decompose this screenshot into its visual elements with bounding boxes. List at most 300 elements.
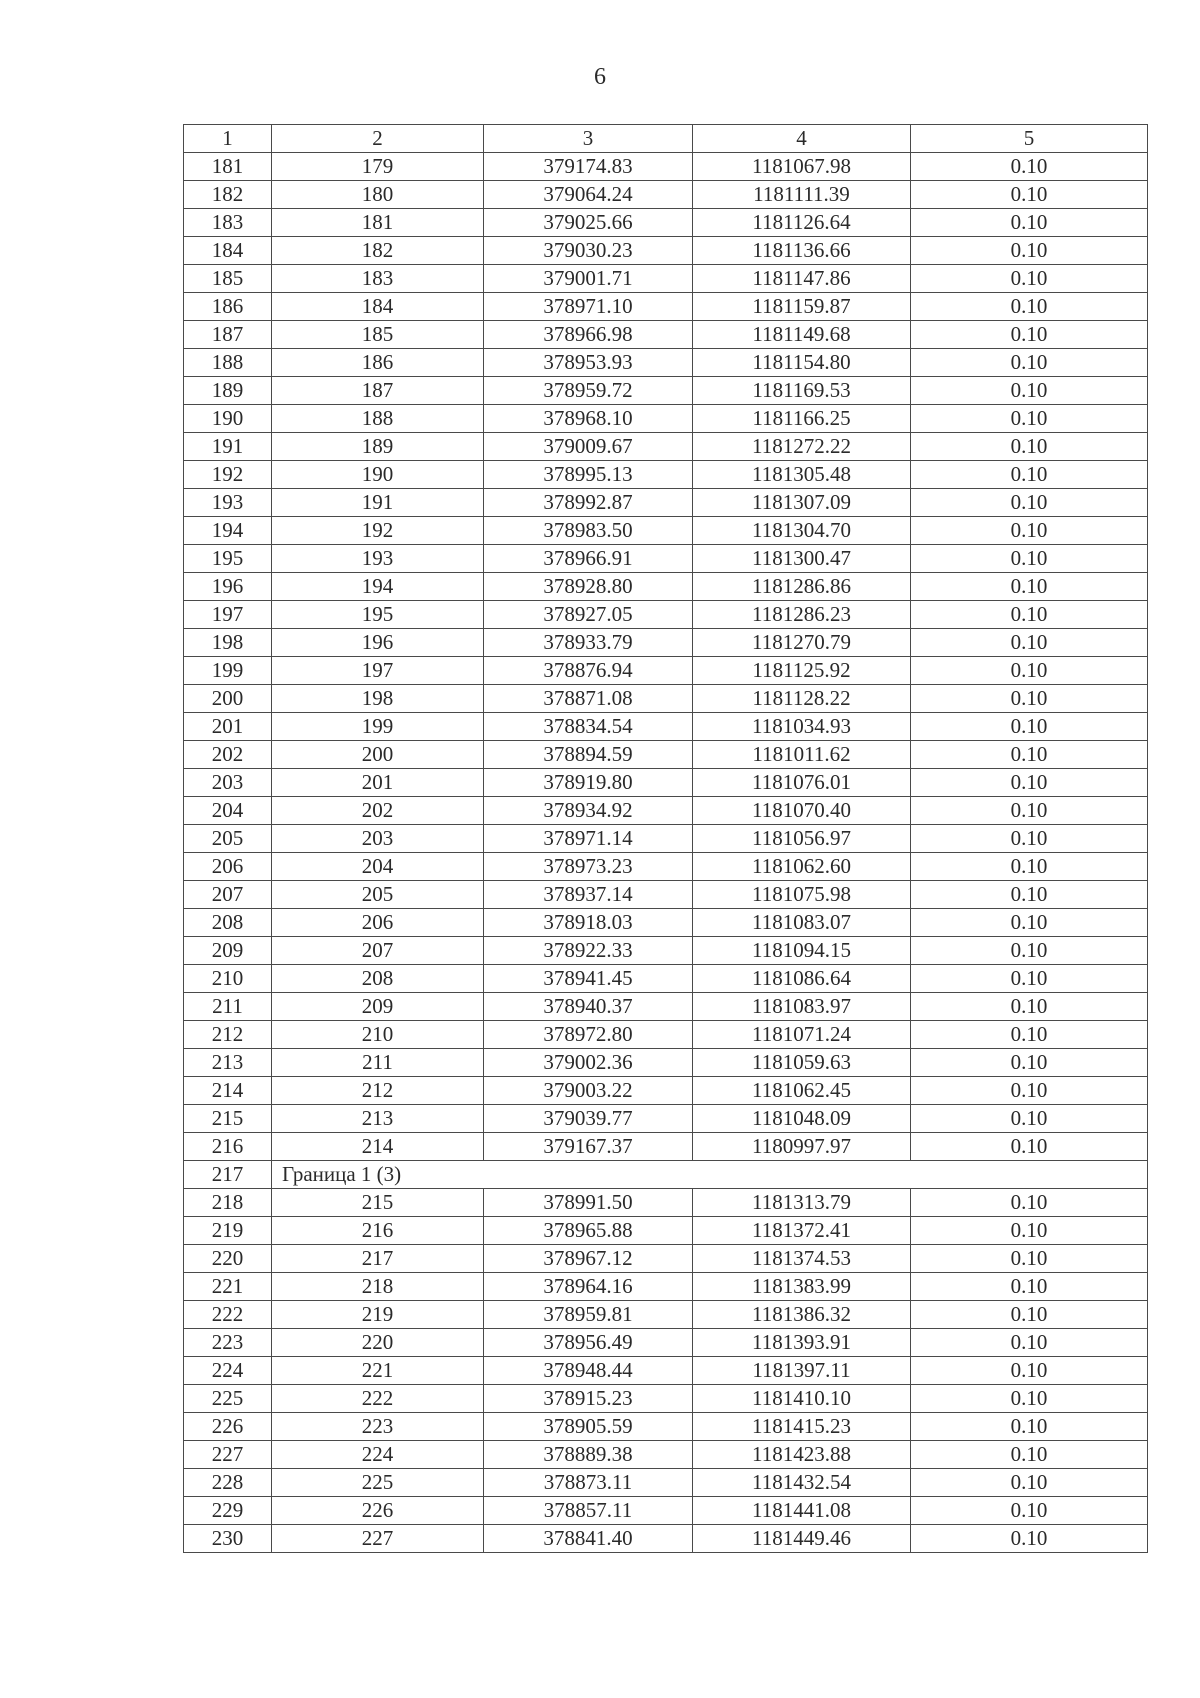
row-number-cell: 215 (184, 1105, 272, 1133)
y-coordinate-cell: 1181154.80 (693, 349, 911, 377)
table-row (184, 965, 1148, 993)
table-row (184, 629, 1148, 657)
point-number-cell: 198 (272, 685, 484, 713)
table-row (184, 1469, 1148, 1497)
point-number-cell: 192 (272, 517, 484, 545)
point-number-cell: 210 (272, 1021, 484, 1049)
table-row (184, 1273, 1148, 1301)
row-number-cell: 207 (184, 881, 272, 909)
accuracy-cell: 0.10 (911, 1497, 1148, 1525)
header-row (184, 125, 1148, 153)
point-number-cell: 195 (272, 601, 484, 629)
table-row (184, 181, 1148, 209)
x-coordinate-cell: 379001.71 (484, 265, 693, 293)
x-coordinate-cell: 378968.10 (484, 405, 693, 433)
x-coordinate-cell: 379039.77 (484, 1105, 693, 1133)
accuracy-cell: 0.10 (911, 489, 1148, 517)
table-row (184, 1021, 1148, 1049)
y-coordinate-cell: 1181083.07 (693, 909, 911, 937)
y-coordinate-cell: 1181449.46 (693, 1525, 911, 1553)
row-number-cell: 182 (184, 181, 272, 209)
table-row (184, 153, 1148, 181)
table-row (184, 1385, 1148, 1413)
x-coordinate-cell: 379030.23 (484, 237, 693, 265)
row-number-cell: 194 (184, 517, 272, 545)
point-number-cell: 205 (272, 881, 484, 909)
table-row (184, 601, 1148, 629)
table-row (184, 1133, 1148, 1161)
table-row (184, 1077, 1148, 1105)
table-row (184, 293, 1148, 321)
x-coordinate-cell: 378953.93 (484, 349, 693, 377)
y-coordinate-cell: 1181415.23 (693, 1413, 911, 1441)
y-coordinate-cell: 1181125.92 (693, 657, 911, 685)
y-coordinate-cell: 1180997.97 (693, 1133, 911, 1161)
row-number-cell: 220 (184, 1245, 272, 1273)
x-coordinate-cell: 378834.54 (484, 713, 693, 741)
table-row (184, 741, 1148, 769)
accuracy-cell: 0.10 (911, 965, 1148, 993)
y-coordinate-cell: 1181059.63 (693, 1049, 911, 1077)
y-coordinate-cell: 1181304.70 (693, 517, 911, 545)
x-coordinate-cell: 378959.72 (484, 377, 693, 405)
point-number-cell: 220 (272, 1329, 484, 1357)
x-coordinate-cell: 379009.67 (484, 433, 693, 461)
point-number-cell: 197 (272, 657, 484, 685)
y-coordinate-cell: 1181067.98 (693, 153, 911, 181)
y-coordinate-cell: 1181423.88 (693, 1441, 911, 1469)
accuracy-cell: 0.10 (911, 265, 1148, 293)
point-number-cell: 226 (272, 1497, 484, 1525)
accuracy-cell: 0.10 (911, 741, 1148, 769)
point-number-cell: 224 (272, 1441, 484, 1469)
coordinates-table (183, 124, 1148, 1553)
x-coordinate-cell: 378971.14 (484, 825, 693, 853)
point-number-cell: 215 (272, 1189, 484, 1217)
table-row (184, 1357, 1148, 1385)
table-row (184, 1525, 1148, 1553)
row-number-cell: 206 (184, 853, 272, 881)
x-coordinate-cell: 378841.40 (484, 1525, 693, 1553)
y-coordinate-cell: 1181147.86 (693, 265, 911, 293)
accuracy-cell: 0.10 (911, 405, 1148, 433)
row-number-cell: 188 (184, 349, 272, 377)
column-header: 4 (693, 125, 911, 153)
accuracy-cell: 0.10 (911, 769, 1148, 797)
table-row (184, 545, 1148, 573)
accuracy-cell: 0.10 (911, 937, 1148, 965)
accuracy-cell: 0.10 (911, 1049, 1148, 1077)
y-coordinate-cell: 1181128.22 (693, 685, 911, 713)
table-row (184, 321, 1148, 349)
table-row (184, 1497, 1148, 1525)
row-number-cell: 189 (184, 377, 272, 405)
accuracy-cell: 0.10 (911, 1525, 1148, 1553)
row-number-cell: 195 (184, 545, 272, 573)
table-row (184, 1217, 1148, 1245)
accuracy-cell: 0.10 (911, 1413, 1148, 1441)
table-row (184, 797, 1148, 825)
y-coordinate-cell: 1181372.41 (693, 1217, 911, 1245)
accuracy-cell: 0.10 (911, 1245, 1148, 1273)
y-coordinate-cell: 1181397.11 (693, 1357, 911, 1385)
point-number-cell: 213 (272, 1105, 484, 1133)
row-number-cell: 216 (184, 1133, 272, 1161)
row-number-cell: 214 (184, 1077, 272, 1105)
x-coordinate-cell: 379002.36 (484, 1049, 693, 1077)
y-coordinate-cell: 1181272.22 (693, 433, 911, 461)
y-coordinate-cell: 1181383.99 (693, 1273, 911, 1301)
point-number-cell: 223 (272, 1413, 484, 1441)
y-coordinate-cell: 1181071.24 (693, 1021, 911, 1049)
table-row (184, 489, 1148, 517)
point-number-cell: 199 (272, 713, 484, 741)
x-coordinate-cell: 379025.66 (484, 209, 693, 237)
row-number-cell: 209 (184, 937, 272, 965)
table-row (184, 377, 1148, 405)
point-number-cell: 212 (272, 1077, 484, 1105)
row-number-cell: 229 (184, 1497, 272, 1525)
x-coordinate-cell: 378973.23 (484, 853, 693, 881)
row-number-cell: 193 (184, 489, 272, 517)
accuracy-cell: 0.10 (911, 1021, 1148, 1049)
row-number-cell: 191 (184, 433, 272, 461)
accuracy-cell: 0.10 (911, 1273, 1148, 1301)
x-coordinate-cell: 378966.98 (484, 321, 693, 349)
table-row (184, 433, 1148, 461)
x-coordinate-cell: 379003.22 (484, 1077, 693, 1105)
row-number-cell: 218 (184, 1189, 272, 1217)
table-row (184, 1049, 1148, 1077)
row-number-cell: 196 (184, 573, 272, 601)
point-number-cell: 194 (272, 573, 484, 601)
column-header: 1 (184, 125, 272, 153)
accuracy-cell: 0.10 (911, 1441, 1148, 1469)
point-number-cell: 219 (272, 1301, 484, 1329)
x-coordinate-cell: 378871.08 (484, 685, 693, 713)
x-coordinate-cell: 378876.94 (484, 657, 693, 685)
table-row (184, 1301, 1148, 1329)
accuracy-cell: 0.10 (911, 1357, 1148, 1385)
y-coordinate-cell: 1181062.60 (693, 853, 911, 881)
y-coordinate-cell: 1181393.91 (693, 1329, 911, 1357)
row-number-cell: 213 (184, 1049, 272, 1077)
accuracy-cell: 0.10 (911, 349, 1148, 377)
y-coordinate-cell: 1181075.98 (693, 881, 911, 909)
accuracy-cell: 0.10 (911, 1329, 1148, 1357)
row-number-cell: 187 (184, 321, 272, 349)
accuracy-cell: 0.10 (911, 377, 1148, 405)
row-number-cell: 205 (184, 825, 272, 853)
row-number-cell: 183 (184, 209, 272, 237)
y-coordinate-cell: 1181286.86 (693, 573, 911, 601)
table-row (184, 349, 1148, 377)
table-row (184, 461, 1148, 489)
x-coordinate-cell: 378967.12 (484, 1245, 693, 1273)
point-number-cell: 189 (272, 433, 484, 461)
table-row (184, 573, 1148, 601)
table-row (184, 1329, 1148, 1357)
y-coordinate-cell: 1181300.47 (693, 545, 911, 573)
row-number-cell: 228 (184, 1469, 272, 1497)
point-number-cell: 184 (272, 293, 484, 321)
y-coordinate-cell: 1181062.45 (693, 1077, 911, 1105)
x-coordinate-cell: 378894.59 (484, 741, 693, 769)
accuracy-cell: 0.10 (911, 685, 1148, 713)
y-coordinate-cell: 1181070.40 (693, 797, 911, 825)
x-coordinate-cell: 378995.13 (484, 461, 693, 489)
y-coordinate-cell: 1181086.64 (693, 965, 911, 993)
x-coordinate-cell: 379174.83 (484, 153, 693, 181)
row-number-cell: 204 (184, 797, 272, 825)
accuracy-cell: 0.10 (911, 1469, 1148, 1497)
x-coordinate-cell: 378889.38 (484, 1441, 693, 1469)
row-number-cell: 219 (184, 1217, 272, 1245)
row-number-cell: 200 (184, 685, 272, 713)
row-number-cell: 221 (184, 1273, 272, 1301)
point-number-cell: 216 (272, 1217, 484, 1245)
x-coordinate-cell: 378959.81 (484, 1301, 693, 1329)
accuracy-cell: 0.10 (911, 601, 1148, 629)
y-coordinate-cell: 1181149.68 (693, 321, 911, 349)
point-number-cell: 209 (272, 993, 484, 1021)
y-coordinate-cell: 1181011.62 (693, 741, 911, 769)
x-coordinate-cell: 378934.92 (484, 797, 693, 825)
y-coordinate-cell: 1181305.48 (693, 461, 911, 489)
point-number-cell: 180 (272, 181, 484, 209)
point-number-cell: 185 (272, 321, 484, 349)
table-row (184, 517, 1148, 545)
y-coordinate-cell: 1181169.53 (693, 377, 911, 405)
row-number-cell: 201 (184, 713, 272, 741)
table-row (184, 1189, 1148, 1217)
row-number-cell: 192 (184, 461, 272, 489)
point-number-cell: 179 (272, 153, 484, 181)
table-row (184, 657, 1148, 685)
row-number-cell: 210 (184, 965, 272, 993)
table-row (184, 853, 1148, 881)
table-row (184, 1245, 1148, 1273)
y-coordinate-cell: 1181166.25 (693, 405, 911, 433)
y-coordinate-cell: 1181056.97 (693, 825, 911, 853)
row-number-cell: 222 (184, 1301, 272, 1329)
x-coordinate-cell: 378857.11 (484, 1497, 693, 1525)
point-number-cell: 221 (272, 1357, 484, 1385)
point-number-cell: 196 (272, 629, 484, 657)
accuracy-cell: 0.10 (911, 825, 1148, 853)
point-number-cell: 202 (272, 797, 484, 825)
y-coordinate-cell: 1181083.97 (693, 993, 911, 1021)
point-number-cell: 201 (272, 769, 484, 797)
accuracy-cell: 0.10 (911, 853, 1148, 881)
point-number-cell: 217 (272, 1245, 484, 1273)
x-coordinate-cell: 378956.49 (484, 1329, 693, 1357)
accuracy-cell: 0.10 (911, 909, 1148, 937)
x-coordinate-cell: 378972.80 (484, 1021, 693, 1049)
y-coordinate-cell: 1181432.54 (693, 1469, 911, 1497)
table-row (184, 993, 1148, 1021)
column-header: 2 (272, 125, 484, 153)
table-row (184, 237, 1148, 265)
accuracy-cell: 0.10 (911, 153, 1148, 181)
point-number-cell: 187 (272, 377, 484, 405)
point-number-cell: 200 (272, 741, 484, 769)
point-number-cell: 222 (272, 1385, 484, 1413)
y-coordinate-cell: 1181374.53 (693, 1245, 911, 1273)
accuracy-cell: 0.10 (911, 1077, 1148, 1105)
row-number-cell: 186 (184, 293, 272, 321)
y-coordinate-cell: 1181270.79 (693, 629, 911, 657)
x-coordinate-cell: 378922.33 (484, 937, 693, 965)
table-row (184, 1413, 1148, 1441)
x-coordinate-cell: 379167.37 (484, 1133, 693, 1161)
point-number-cell: 193 (272, 545, 484, 573)
table-body (184, 125, 1148, 1553)
x-coordinate-cell: 378941.45 (484, 965, 693, 993)
table-row (184, 265, 1148, 293)
y-coordinate-cell: 1181136.66 (693, 237, 911, 265)
x-coordinate-cell: 378991.50 (484, 1189, 693, 1217)
row-number-cell: 223 (184, 1329, 272, 1357)
y-coordinate-cell: 1181034.93 (693, 713, 911, 741)
column-header: 5 (911, 125, 1148, 153)
row-number-cell: 203 (184, 769, 272, 797)
point-number-cell: 188 (272, 405, 484, 433)
accuracy-cell: 0.10 (911, 1133, 1148, 1161)
point-number-cell: 206 (272, 909, 484, 937)
accuracy-cell: 0.10 (911, 321, 1148, 349)
x-coordinate-cell: 378948.44 (484, 1357, 693, 1385)
accuracy-cell: 0.10 (911, 293, 1148, 321)
point-number-cell: 208 (272, 965, 484, 993)
y-coordinate-cell: 1181286.23 (693, 601, 911, 629)
row-number-cell: 184 (184, 237, 272, 265)
y-coordinate-cell: 1181048.09 (693, 1105, 911, 1133)
x-coordinate-cell: 378971.10 (484, 293, 693, 321)
y-coordinate-cell: 1181076.01 (693, 769, 911, 797)
accuracy-cell: 0.10 (911, 713, 1148, 741)
row-number-cell: 198 (184, 629, 272, 657)
x-coordinate-cell: 378940.37 (484, 993, 693, 1021)
x-coordinate-cell: 378928.80 (484, 573, 693, 601)
point-number-cell: 186 (272, 349, 484, 377)
x-coordinate-cell: 378966.91 (484, 545, 693, 573)
row-number-cell: 230 (184, 1525, 272, 1553)
point-number-cell: 191 (272, 489, 484, 517)
row-number-cell: 197 (184, 601, 272, 629)
x-coordinate-cell: 378965.88 (484, 1217, 693, 1245)
accuracy-cell: 0.10 (911, 1301, 1148, 1329)
accuracy-cell: 0.10 (911, 237, 1148, 265)
accuracy-cell: 0.10 (911, 629, 1148, 657)
point-number-cell: 190 (272, 461, 484, 489)
y-coordinate-cell: 1181386.32 (693, 1301, 911, 1329)
y-coordinate-cell: 1181441.08 (693, 1497, 911, 1525)
y-coordinate-cell: 1181126.64 (693, 209, 911, 237)
table-row (184, 769, 1148, 797)
table-row (184, 825, 1148, 853)
point-number-cell: 207 (272, 937, 484, 965)
x-coordinate-cell: 378983.50 (484, 517, 693, 545)
accuracy-cell: 0.10 (911, 461, 1148, 489)
boundary-label-cell: Граница 1 (3) (272, 1161, 1148, 1189)
point-number-cell: 218 (272, 1273, 484, 1301)
x-coordinate-cell: 378918.03 (484, 909, 693, 937)
row-number-cell: 181 (184, 153, 272, 181)
table-row (184, 685, 1148, 713)
x-coordinate-cell: 378919.80 (484, 769, 693, 797)
x-coordinate-cell: 378905.59 (484, 1413, 693, 1441)
point-number-cell: 204 (272, 853, 484, 881)
boundary-row (184, 1161, 1148, 1189)
point-number-cell: 227 (272, 1525, 484, 1553)
accuracy-cell: 0.10 (911, 545, 1148, 573)
accuracy-cell: 0.10 (911, 1189, 1148, 1217)
table-row (184, 1105, 1148, 1133)
row-number-cell: 190 (184, 405, 272, 433)
x-coordinate-cell: 378992.87 (484, 489, 693, 517)
x-coordinate-cell: 379064.24 (484, 181, 693, 209)
row-number-cell: 226 (184, 1413, 272, 1441)
accuracy-cell: 0.10 (911, 1105, 1148, 1133)
row-number-cell: 227 (184, 1441, 272, 1469)
accuracy-cell: 0.10 (911, 433, 1148, 461)
table-row (184, 713, 1148, 741)
row-number-cell: 224 (184, 1357, 272, 1385)
point-number-cell: 225 (272, 1469, 484, 1497)
row-number-cell: 217 (184, 1161, 272, 1189)
accuracy-cell: 0.10 (911, 1385, 1148, 1413)
point-number-cell: 182 (272, 237, 484, 265)
y-coordinate-cell: 1181094.15 (693, 937, 911, 965)
column-header: 3 (484, 125, 693, 153)
y-coordinate-cell: 1181111.39 (693, 181, 911, 209)
x-coordinate-cell: 378933.79 (484, 629, 693, 657)
page-number: 6 (594, 64, 606, 90)
accuracy-cell: 0.10 (911, 573, 1148, 601)
accuracy-cell: 0.10 (911, 881, 1148, 909)
table-row (184, 1441, 1148, 1469)
y-coordinate-cell: 1181159.87 (693, 293, 911, 321)
x-coordinate-cell: 378915.23 (484, 1385, 693, 1413)
x-coordinate-cell: 378873.11 (484, 1469, 693, 1497)
row-number-cell: 185 (184, 265, 272, 293)
table-row (184, 405, 1148, 433)
row-number-cell: 212 (184, 1021, 272, 1049)
table-row (184, 881, 1148, 909)
point-number-cell: 203 (272, 825, 484, 853)
row-number-cell: 199 (184, 657, 272, 685)
x-coordinate-cell: 378927.05 (484, 601, 693, 629)
x-coordinate-cell: 378964.16 (484, 1273, 693, 1301)
table-row (184, 937, 1148, 965)
point-number-cell: 183 (272, 265, 484, 293)
accuracy-cell: 0.10 (911, 517, 1148, 545)
table-row (184, 909, 1148, 937)
point-number-cell: 181 (272, 209, 484, 237)
accuracy-cell: 0.10 (911, 1217, 1148, 1245)
accuracy-cell: 0.10 (911, 209, 1148, 237)
accuracy-cell: 0.10 (911, 657, 1148, 685)
point-number-cell: 211 (272, 1049, 484, 1077)
x-coordinate-cell: 378937.14 (484, 881, 693, 909)
row-number-cell: 208 (184, 909, 272, 937)
accuracy-cell: 0.10 (911, 993, 1148, 1021)
accuracy-cell: 0.10 (911, 797, 1148, 825)
row-number-cell: 211 (184, 993, 272, 1021)
y-coordinate-cell: 1181410.10 (693, 1385, 911, 1413)
row-number-cell: 202 (184, 741, 272, 769)
